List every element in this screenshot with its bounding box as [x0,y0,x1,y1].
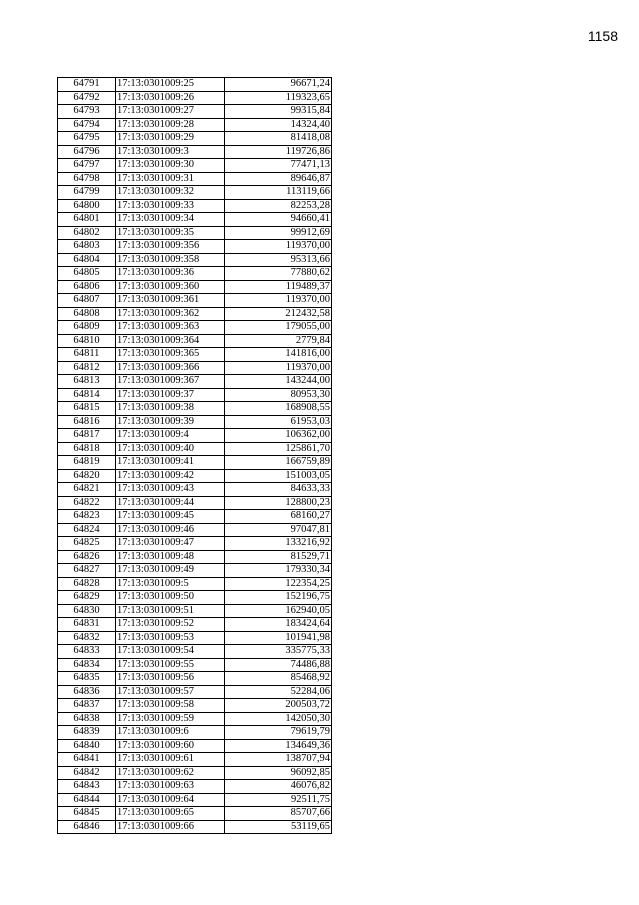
table-row [58,226,332,240]
table-row [58,618,332,632]
cadastral-number-cell: 17:13:0301009:46 [116,523,225,537]
cadastral-value-cell: 14324,40 [225,118,332,132]
cadastral-value-cell: 168908,55 [225,402,332,416]
cadastral-number-cell: 17:13:0301009:360 [116,280,225,294]
cadastral-number-cell: 17:13:0301009:57 [116,685,225,699]
cadastral-number-cell: 17:13:0301009:56 [116,672,225,686]
row-number-cell: 64802 [58,226,116,240]
table-row [58,118,332,132]
cadastral-value-cell: 96092,85 [225,766,332,780]
table-row [58,550,332,564]
row-number-cell: 64803 [58,240,116,254]
cadastral-value-cell: 142050,30 [225,712,332,726]
table-row [58,429,332,443]
cadastral-number-cell: 17:13:0301009:33 [116,199,225,213]
cadastral-value-cell: 138707,94 [225,753,332,767]
cadastral-number-cell: 17:13:0301009:42 [116,469,225,483]
cadastral-value-cell: 119370,00 [225,361,332,375]
cadastral-value-cell: 53119,65 [225,820,332,834]
table-row [58,469,332,483]
row-number-cell: 64844 [58,793,116,807]
cadastral-number-cell: 17:13:0301009:43 [116,483,225,497]
cadastral-number-cell: 17:13:0301009:362 [116,307,225,321]
table-row [58,753,332,767]
cadastral-number-cell: 17:13:0301009:29 [116,132,225,146]
cadastral-value-cell: 113119,66 [225,186,332,200]
row-number-cell: 64811 [58,348,116,362]
table-row [58,807,332,821]
cadastral-value-cell: 95313,66 [225,253,332,267]
cadastral-value-cell: 94660,41 [225,213,332,227]
table-row [58,780,332,794]
table-row [58,91,332,105]
table-row [58,591,332,605]
table-row [58,658,332,672]
cadastral-number-cell: 17:13:0301009:358 [116,253,225,267]
row-number-cell: 64839 [58,726,116,740]
table-row [58,645,332,659]
cadastral-value-cell: 77471,13 [225,159,332,173]
row-number-cell: 64818 [58,442,116,456]
cadastral-number-cell: 17:13:0301009:26 [116,91,225,105]
table-row [58,442,332,456]
table-row [58,267,332,281]
row-number-cell: 64828 [58,577,116,591]
row-number-cell: 64830 [58,604,116,618]
cadastral-value-cell: 119489,37 [225,280,332,294]
table-row [58,402,332,416]
cadastral-value-cell: 119323,65 [225,91,332,105]
row-number-cell: 64798 [58,172,116,186]
row-number-cell: 64840 [58,739,116,753]
cadastral-number-cell: 17:13:0301009:38 [116,402,225,416]
cadastral-value-cell: 61953,03 [225,415,332,429]
page-number: 1158 [587,28,618,44]
cadastral-number-cell: 17:13:0301009:65 [116,807,225,821]
table-body [58,78,332,834]
cadastral-value-cell: 200503,72 [225,699,332,713]
table-row [58,537,332,551]
row-number-cell: 64826 [58,550,116,564]
cadastral-number-cell: 17:13:0301009:367 [116,375,225,389]
cadastral-value-cell: 183424,64 [225,618,332,632]
table-row [58,739,332,753]
table-row [58,280,332,294]
row-number-cell: 64792 [58,91,116,105]
cadastral-value-cell: 119370,00 [225,294,332,308]
table-row [58,213,332,227]
cadastral-number-cell: 17:13:0301009:363 [116,321,225,335]
cadastral-number-cell: 17:13:0301009:6 [116,726,225,740]
row-number-cell: 64796 [58,145,116,159]
table-row [58,199,332,213]
cadastral-number-cell: 17:13:0301009:53 [116,631,225,645]
row-number-cell: 64835 [58,672,116,686]
table-row [58,307,332,321]
table-row [58,685,332,699]
cadastral-number-cell: 17:13:0301009:60 [116,739,225,753]
table-row [58,510,332,524]
cadastral-number-cell: 17:13:0301009:47 [116,537,225,551]
cadastral-value-cell: 2779,84 [225,334,332,348]
cadastral-value-cell: 106362,00 [225,429,332,443]
cadastral-value-cell: 81529,71 [225,550,332,564]
cadastral-number-cell: 17:13:0301009:50 [116,591,225,605]
cadastral-number-cell: 17:13:0301009:51 [116,604,225,618]
cadastral-number-cell: 17:13:0301009:31 [116,172,225,186]
table-row [58,294,332,308]
cadastral-number-cell: 17:13:0301009:361 [116,294,225,308]
table-row [58,321,332,335]
row-number-cell: 64797 [58,159,116,173]
cadastral-value-cell: 81418,08 [225,132,332,146]
cadastral-value-cell: 162940,05 [225,604,332,618]
cadastral-number-cell: 17:13:0301009:45 [116,510,225,524]
row-number-cell: 64807 [58,294,116,308]
row-number-cell: 64813 [58,375,116,389]
table-row [58,172,332,186]
row-number-cell: 64809 [58,321,116,335]
row-number-cell: 64815 [58,402,116,416]
cadastral-value-cell: 85468,92 [225,672,332,686]
cadastral-value-cell: 92511,75 [225,793,332,807]
row-number-cell: 64834 [58,658,116,672]
table-row [58,631,332,645]
table-row [58,375,332,389]
cadastral-number-cell: 17:13:0301009:44 [116,496,225,510]
cadastral-number-cell: 17:13:0301009:364 [116,334,225,348]
cadastral-number-cell: 17:13:0301009:28 [116,118,225,132]
row-number-cell: 64823 [58,510,116,524]
cadastral-value-cell: 84633,33 [225,483,332,497]
row-number-cell: 64825 [58,537,116,551]
cadastral-value-cell: 119370,00 [225,240,332,254]
cadastral-value-cell: 128800,23 [225,496,332,510]
row-number-cell: 64799 [58,186,116,200]
table-row [58,159,332,173]
table-row [58,523,332,537]
cadastral-value-cell: 335775,33 [225,645,332,659]
table-row [58,334,332,348]
row-number-cell: 64808 [58,307,116,321]
cadastral-value-cell: 179330,34 [225,564,332,578]
row-number-cell: 64831 [58,618,116,632]
cadastral-number-cell: 17:13:0301009:59 [116,712,225,726]
row-number-cell: 64794 [58,118,116,132]
cadastral-number-cell: 17:13:0301009:62 [116,766,225,780]
cadastral-value-cell: 152196,75 [225,591,332,605]
cadastral-number-cell: 17:13:0301009:63 [116,780,225,794]
cadastral-number-cell: 17:13:0301009:366 [116,361,225,375]
row-number-cell: 64832 [58,631,116,645]
row-number-cell: 64837 [58,699,116,713]
row-number-cell: 64820 [58,469,116,483]
cadastral-value-cell: 77880,62 [225,267,332,281]
cadastral-number-cell: 17:13:0301009:66 [116,820,225,834]
row-number-cell: 64822 [58,496,116,510]
table-row [58,388,332,402]
table-row [58,415,332,429]
cadastral-number-cell: 17:13:0301009:54 [116,645,225,659]
cadastral-number-cell: 17:13:0301009:30 [116,159,225,173]
row-number-cell: 64821 [58,483,116,497]
cadastral-number-cell: 17:13:0301009:356 [116,240,225,254]
row-number-cell: 64843 [58,780,116,794]
cadastral-value-cell: 151003,05 [225,469,332,483]
table-row [58,361,332,375]
cadastral-value-cell: 46076,82 [225,780,332,794]
cadastral-value-cell: 119726,86 [225,145,332,159]
table-row [58,483,332,497]
table-row [58,186,332,200]
table-row [58,145,332,159]
cadastral-value-cell: 133216,92 [225,537,332,551]
table-row [58,240,332,254]
cadastral-number-cell: 17:13:0301009:32 [116,186,225,200]
cadastral-number-cell: 17:13:0301009:39 [116,415,225,429]
row-number-cell: 64829 [58,591,116,605]
cadastral-number-cell: 17:13:0301009:27 [116,105,225,119]
cadastral-value-cell: 52284,06 [225,685,332,699]
cadastral-value-cell: 80953,30 [225,388,332,402]
row-number-cell: 64827 [58,564,116,578]
cadastral-number-cell: 17:13:0301009:25 [116,78,225,92]
cadastral-value-cell: 212432,58 [225,307,332,321]
cadastral-value-cell: 141816,00 [225,348,332,362]
table-row [58,712,332,726]
cadastral-value-cell: 134649,36 [225,739,332,753]
cadastral-value-cell: 89646,87 [225,172,332,186]
table-row [58,456,332,470]
cadastral-number-cell: 17:13:0301009:52 [116,618,225,632]
table-row [58,577,332,591]
table-row [58,820,332,834]
row-number-cell: 64800 [58,199,116,213]
row-number-cell: 64806 [58,280,116,294]
cadastral-number-cell: 17:13:0301009:37 [116,388,225,402]
table-row [58,672,332,686]
table-row [58,78,332,92]
row-number-cell: 64833 [58,645,116,659]
row-number-cell: 64814 [58,388,116,402]
cadastral-value-cell: 74486,88 [225,658,332,672]
cadastral-value-cell: 97047,81 [225,523,332,537]
row-number-cell: 64816 [58,415,116,429]
cadastral-value-cell: 179055,00 [225,321,332,335]
row-number-cell: 64846 [58,820,116,834]
row-number-cell: 64819 [58,456,116,470]
row-number-cell: 64842 [58,766,116,780]
cadastral-number-cell: 17:13:0301009:36 [116,267,225,281]
row-number-cell: 64841 [58,753,116,767]
row-number-cell: 64810 [58,334,116,348]
cadastral-value-cell: 99912,69 [225,226,332,240]
row-number-cell: 64791 [58,78,116,92]
row-number-cell: 64824 [58,523,116,537]
row-number-cell: 64812 [58,361,116,375]
table-row [58,348,332,362]
row-number-cell: 64817 [58,429,116,443]
row-number-cell: 64804 [58,253,116,267]
cadastral-number-cell: 17:13:0301009:35 [116,226,225,240]
table-row [58,564,332,578]
table-row [58,496,332,510]
table-row [58,793,332,807]
cadastral-value-cell: 101941,98 [225,631,332,645]
cadastral-value-cell: 79619,79 [225,726,332,740]
cadastral-value-cell: 68160,27 [225,510,332,524]
cadastral-number-cell: 17:13:0301009:58 [116,699,225,713]
cadastral-value-table [57,77,332,834]
cadastral-value-cell: 166759,89 [225,456,332,470]
cadastral-number-cell: 17:13:0301009:365 [116,348,225,362]
cadastral-value-cell: 82253,28 [225,199,332,213]
row-number-cell: 64838 [58,712,116,726]
row-number-cell: 64793 [58,105,116,119]
cadastral-number-cell: 17:13:0301009:34 [116,213,225,227]
cadastral-value-cell: 85707,66 [225,807,332,821]
cadastral-number-cell: 17:13:0301009:4 [116,429,225,443]
row-number-cell: 64805 [58,267,116,281]
table-row [58,766,332,780]
table-row [58,699,332,713]
cadastral-number-cell: 17:13:0301009:48 [116,550,225,564]
cadastral-number-cell: 17:13:0301009:64 [116,793,225,807]
row-number-cell: 64801 [58,213,116,227]
cadastral-number-cell: 17:13:0301009:5 [116,577,225,591]
table-row [58,726,332,740]
cadastral-value-cell: 96671,24 [225,78,332,92]
cadastral-value-cell: 125861,70 [225,442,332,456]
row-number-cell: 64845 [58,807,116,821]
cadastral-number-cell: 17:13:0301009:3 [116,145,225,159]
cadastral-number-cell: 17:13:0301009:55 [116,658,225,672]
cadastral-value-cell: 143244,00 [225,375,332,389]
cadastral-value-cell: 99315,84 [225,105,332,119]
cadastral-number-cell: 17:13:0301009:41 [116,456,225,470]
table-row [58,132,332,146]
cadastral-number-cell: 17:13:0301009:40 [116,442,225,456]
cadastral-number-cell: 17:13:0301009:49 [116,564,225,578]
table-row [58,253,332,267]
row-number-cell: 64795 [58,132,116,146]
table-row [58,604,332,618]
cadastral-value-cell: 122354,25 [225,577,332,591]
table-row [58,105,332,119]
cadastral-number-cell: 17:13:0301009:61 [116,753,225,767]
row-number-cell: 64836 [58,685,116,699]
